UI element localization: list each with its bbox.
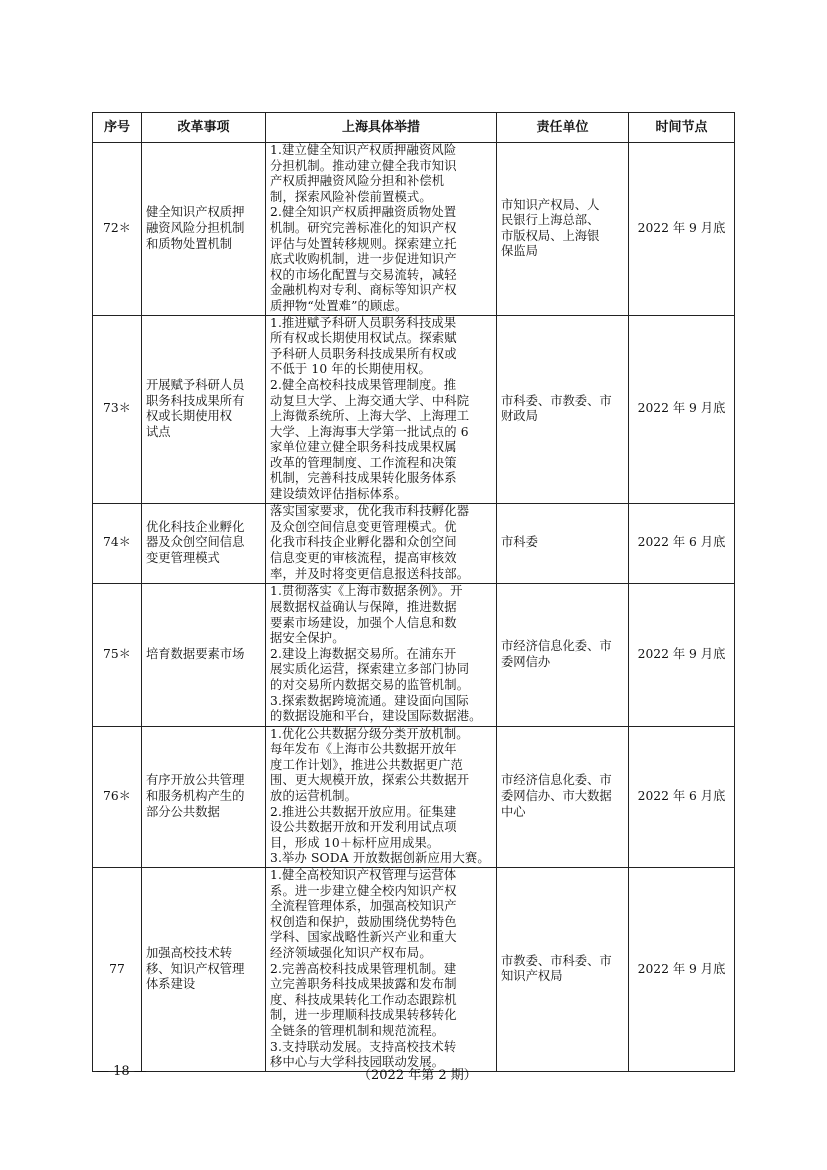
deadline: 2022 年 9 月底 [629,143,735,316]
cell-text-line: 围、更大规模开放，探索公共数据开 [270,773,470,788]
deadline: 2022 年 9 月底 [629,315,735,503]
cell-text-line: 家单位建立健全职务科技成果权属 [270,440,457,455]
page-number: — 18 — [96,1064,147,1079]
cell-text-line: 市经济信息化委、市 [501,773,612,788]
cell-text-line: 度、科技成果转化工作动态跟踪机 [270,992,457,1007]
table-row [93,503,735,583]
cell-text-line: 制，进一步理顺科技成果转移转化 [270,1008,457,1023]
cell-text-line: 移、知识产权管理 [146,961,245,976]
table-header-row [93,113,735,143]
cell-text-line: 健全知识产权质押 [146,205,245,220]
cell-text-line: 评估与处置转移规则。探索建立托 [270,236,457,251]
cell-text-line: 制，探索风险补偿前置模式。 [270,189,432,204]
cell-text-line: 2.建设上海数据交易所。在浦东开 [270,646,457,661]
cell-text-line: 度工作计划》，推进公共数据更广范 [270,757,464,772]
cell-text-line: 市科委 [501,535,538,550]
cell-text-line: 培育数据要素市场 [146,646,245,661]
cell-text-line: 市教委、市科委、市 [501,953,612,968]
cell-text-line: 系。进一步建立健全校内知识产权 [270,883,457,898]
cell-text-line: 知识产权局 [501,969,563,984]
cell-text-line: 展实质化运营，探索建立多部门协同 [270,662,470,677]
cell-text-line: 1.健全高校知识产权管理与运营体 [270,868,457,882]
cell-text-line: 的对交易所内数据交易的监管机制。 [270,678,470,693]
responsible-unit [497,503,629,583]
cell-text-line: 财政局 [501,409,538,424]
cell-text-line: 的数据设施和平台，建设国际数据港。 [270,709,482,724]
deadline: 2022 年 9 月底 [629,583,735,726]
specific-measures [266,868,497,1072]
cell-text-line: 职务科技成果所有 [146,393,245,408]
cell-text-line: 权或长期使用权 [146,409,233,424]
cell-text-line: 有序开放公共管理 [146,773,245,788]
cell-text-line: 中心 [501,804,526,819]
cell-text-line: 2.推进公共数据开放应用。征集建 [270,804,457,819]
header-deadline: 时间节点 [629,113,735,143]
reform-table [92,112,735,1072]
cell-text-line: 产权质押融资风险分担和补偿机 [270,174,445,189]
cell-text-line: 3.探索数据跨境流通。建设面向国际 [270,693,469,708]
cell-text-line: 据安全保护。 [270,631,345,646]
cell-text-line: 2.健全知识产权质押融资质物处置 [270,205,457,220]
header-measures: 上海具体举措 [266,113,497,143]
cell-text-line: 3.支持联动发展。支持高校技术转 [270,1039,457,1054]
row-number: 73＊ [93,315,142,503]
header-responsible-unit: 责任单位 [497,113,629,143]
cell-text-line: 体系建设 [146,977,196,992]
responsible-unit [497,143,629,316]
specific-measures [266,143,497,316]
cell-text-line: 融资风险分担机制 [146,220,245,235]
header-reform-item: 改革事项 [142,113,266,143]
reform-item [142,868,266,1072]
cell-text-line: 部分公共数据 [146,804,220,819]
row-number: 76＊ [93,726,142,867]
cell-text-line: 设公共数据开放和开发利用试点项 [270,820,457,835]
cell-text-line: 不低于 10 年的长期使用权。 [270,362,431,377]
cell-text-line: 及众创空间信息变更管理模式。优 [270,519,457,534]
cell-text-line: 改革的管理制度、工作流程和决策 [270,455,457,470]
deadline: 2022 年 6 月底 [629,726,735,867]
cell-text-line: 全链条的管理机制和规范流程。 [270,1023,445,1038]
cell-text-line: 予科研人员职务科技成果所有权或 [270,346,457,361]
cell-text-line: 底式收购机制，进一步促进知识产 [270,252,457,267]
cell-text-line: 民银行上海总部、 [501,213,600,228]
table-row [93,868,735,1072]
cell-text-line: 要素市场建设，加强个人信息和数 [270,615,457,630]
reform-item [142,726,266,867]
responsible-unit [497,583,629,726]
cell-text-line: 3.举办 SODA 开放数据创新应用大赛。 [270,851,490,866]
table-row [93,315,735,503]
cell-text-line: 市经济信息化委、市 [501,639,612,654]
cell-text-line: 移中心与大学科技园联动发展。 [270,1055,445,1070]
cell-text-line: 学科、国家战略性新兴产业和重大 [270,930,457,945]
reform-item [142,143,266,316]
cell-text-line: 立完善职务科技成果披露和发布制 [270,977,457,992]
cell-text-line: 全流程管理体系，加强高校知识产 [270,899,457,914]
specific-measures [266,503,497,583]
row-number: 74＊ [93,503,142,583]
specific-measures [266,726,497,867]
cell-text-line: 试点 [146,424,171,439]
cell-text-line: 1.优化公共数据分级分类开放机制。 [270,726,469,741]
cell-text-line: 委网信办、市大数据 [501,789,612,804]
row-number: 77 [93,868,142,1072]
cell-text-line: 加强高校技术转 [146,945,233,960]
cell-text-line: 上海微系统所、上海大学、上海理工 [270,409,470,424]
cell-text-line: 保监局 [501,244,538,259]
responsible-unit [497,315,629,503]
table-row [93,143,735,316]
reform-item [142,583,266,726]
row-number: 75＊ [93,583,142,726]
cell-text-line: 市科委、市教委、市 [501,393,612,408]
cell-text-line: 2.健全高校科技成果管理制度。推 [270,377,457,392]
cell-text-line: 每年发布《上海市公共数据开放年 [270,742,457,757]
cell-text-line: 权创造和保护，鼓励围绕优势特色 [270,914,457,929]
cell-text-line: 2.完善高校科技成果管理机制。建 [270,961,457,976]
cell-text-line: 化我市科技企业孵化器和众创空间 [270,535,457,550]
row-number: 72＊ [93,143,142,316]
cell-text-line: 率，并及时将变更信息报送科技部。 [270,566,470,581]
deadline: 2022 年 6 月底 [629,503,735,583]
specific-measures [266,583,497,726]
table-row [93,583,735,726]
deadline: 2022 年 9 月底 [629,868,735,1072]
cell-text-line: 1.推进赋予科研人员职务科技成果 [270,315,457,330]
cell-text-line: 机制，完善科技成果转化服务体系 [270,471,457,486]
responsible-unit [497,868,629,1072]
cell-text-line: 质押物“处置难”的顾虑。 [270,298,408,313]
cell-text-line: 所有权或长期使用权试点。探索赋 [270,331,457,346]
cell-text-line: 变更管理模式 [146,550,220,565]
cell-text-line: 动复旦大学、上海交通大学、中科院 [270,393,470,408]
cell-text-line: 分担机制。推动建立健全我市知识 [270,158,457,173]
cell-text-line: 委网信办 [501,654,551,669]
issue-label: （2022 年第 2 期） [358,1068,477,1083]
cell-text-line: 权的市场化配置与交易流转，减轻 [270,267,457,282]
cell-text-line: 信息变更的审核流程，提高审核效 [270,550,457,565]
cell-text-line: 展数据权益确认与保障，推进数据 [270,600,457,615]
cell-text-line: 器及众创空间信息 [146,535,245,550]
table-row [93,726,735,867]
cell-text-line: 目，形成 10＋标杆应用成果。 [270,835,440,850]
reform-item [142,503,266,583]
specific-measures [266,315,497,503]
cell-text-line: 和质物处置机制 [146,236,233,251]
cell-text-line: 开展赋予科研人员 [146,377,245,392]
cell-text-line: 大学、上海海事大学第一批试点的 6 [270,424,469,439]
cell-text-line: 1.建立健全知识产权质押融资风险 [270,143,457,157]
responsible-unit [497,726,629,867]
cell-text-line: 建设绩效评估指标体系。 [270,487,407,502]
cell-text-line: 和服务机构产生的 [146,789,245,804]
cell-text-line: 放的运营机制。 [270,789,358,804]
cell-text-line: 市版权局、上海银 [501,228,600,243]
header-number: 序号 [93,113,142,143]
reform-item [142,315,266,503]
cell-text-line: 1.贯彻落实《上海市数据条例》。开 [270,584,463,599]
cell-text-line: 机制。研究完善标准化的知识产权 [270,220,457,235]
cell-text-line: 经济领域强化知识产权布局。 [270,945,432,960]
cell-text-line: 市知识产权局、人 [501,197,600,212]
cell-text-line: 金融机构对专利、商标等知识产权 [270,283,457,298]
cell-text-line: 落实国家要求，优化我市科技孵化器 [270,504,470,519]
cell-text-line: 优化科技企业孵化 [146,519,245,534]
